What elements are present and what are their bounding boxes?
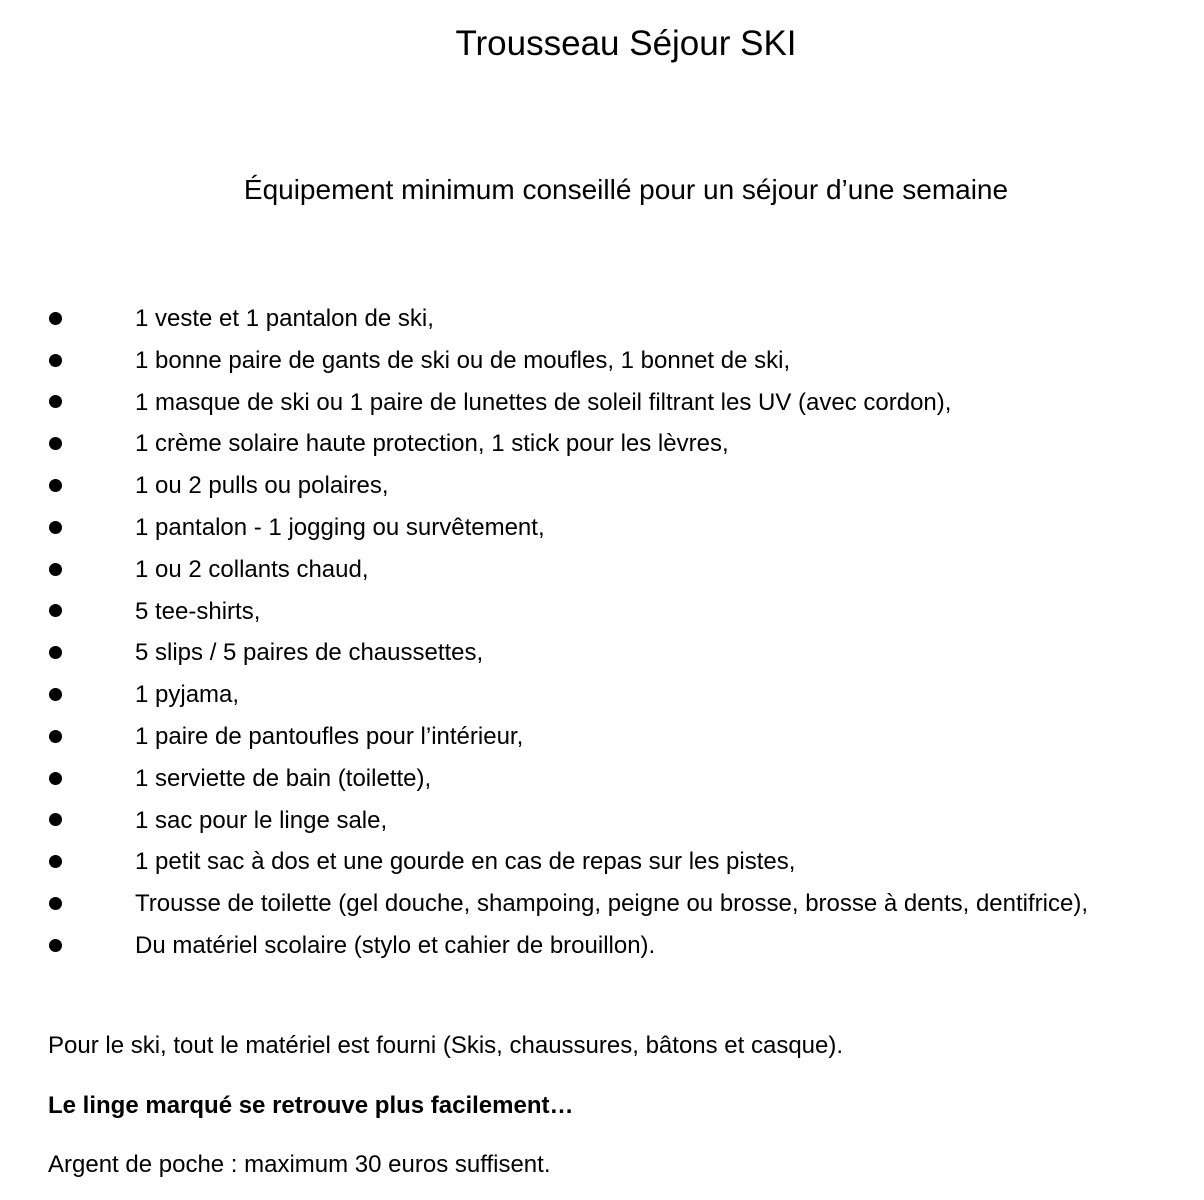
bullet-icon [49,479,62,492]
bullet-icon [49,772,62,785]
list-item-text: Du matériel scolaire (stylo et cahier de brouillon). [135,931,656,959]
bullet-icon [49,939,62,952]
list-item-text: 1 paire de pantoufles pour l’intérieur, [135,722,524,750]
bullet-icon [49,395,62,408]
bullet-icon [49,354,62,367]
bullet-icon [49,521,62,534]
laundry-note: Le linge marqué se retrouve plus facilement… [48,1092,574,1119]
list-item-text: 1 bonne paire de gants de ski ou de moufles, 1 bonnet de ski, [135,346,791,374]
bullet-icon [49,437,62,450]
bullet-icon [49,604,62,617]
bullet-icon [49,688,62,701]
bullet-icon [49,855,62,868]
list-item-text: Trousse de toilette (gel douche, shampoing, peigne ou brosse, brosse à dents, dentifrice), [135,890,1089,918]
list-item-text: 1 sac pour le linge sale, [135,806,388,834]
page-title: Trousseau Séjour SKI [455,24,797,63]
page-subtitle: Équipement minimum conseillé pour un séjour d’une semaine [243,174,1009,205]
equipment-note: Pour le ski, tout le matériel est fourni (Skis, chaussures, bâtons et casque). [48,1032,844,1059]
list-item-text: 1 petit sac à dos et une gourde en cas de repas sur les pistes, [135,848,796,876]
bullet-icon [49,897,62,910]
list-item-text: 5 tee-shirts, [135,597,261,625]
bullet-icon [49,646,62,659]
list-item-text: 1 serviette de bain (toilette), [135,764,432,792]
bullet-icon [49,813,62,826]
list-item-text: 1 pyjama, [135,681,240,709]
list-item-text: 1 masque de ski ou 1 paire de lunettes de soleil filtrant les UV (avec cordon), [135,388,952,416]
pocket-money-note: Argent de poche : maximum 30 euros suffisent. [48,1151,551,1178]
list-item-text: 1 ou 2 pulls ou polaires, [135,472,389,500]
list-item-text: 1 crème solaire haute protection, 1 stick pour les lèvres, [135,430,729,458]
list-item-text: 5 slips / 5 paires de chaussettes, [135,639,484,667]
bullet-icon [49,312,62,325]
bullet-icon [49,730,62,743]
list-item-text: 1 pantalon - 1 jogging ou survêtement, [135,513,545,541]
list-item-text: 1 veste et 1 pantalon de ski, [135,305,434,332]
bullet-icon [49,563,62,576]
list-item-text: 1 ou 2 collants chaud, [135,555,369,583]
